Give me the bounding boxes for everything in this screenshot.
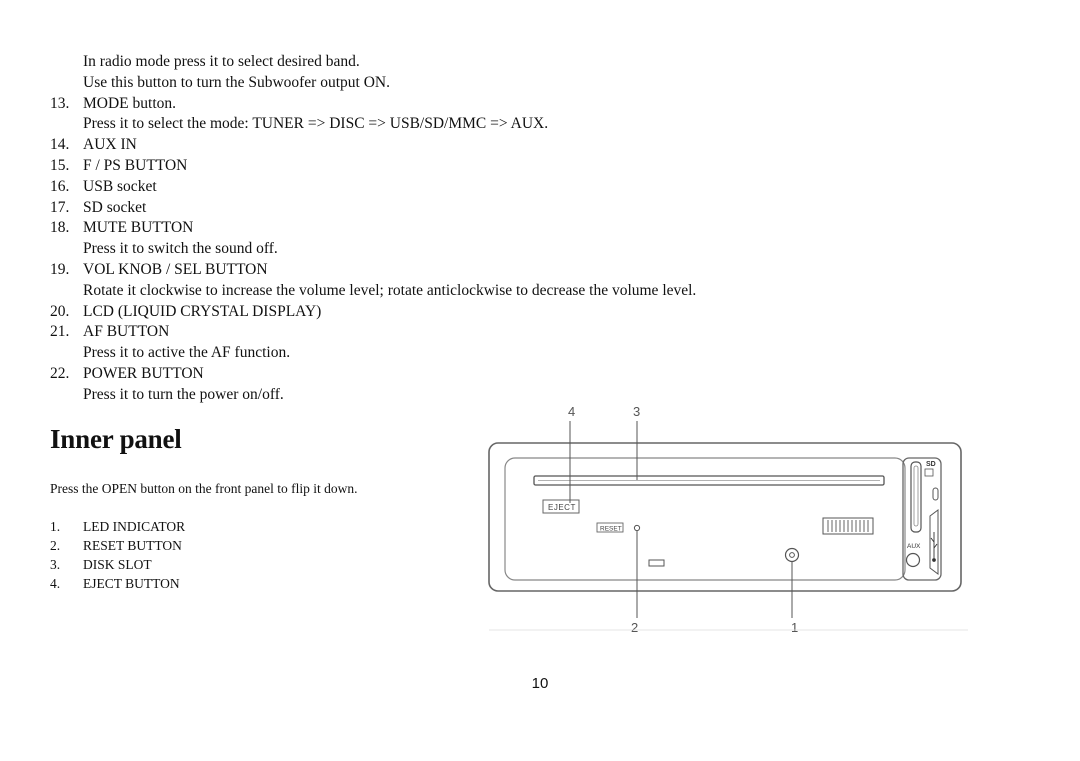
list-item	[50, 198, 850, 219]
item-text: Rotate it clockwise to increase the volume level; rotate anticlockwise to decrease the volume level.	[83, 281, 697, 299]
item-number: 4.	[50, 576, 61, 591]
list-item	[50, 343, 850, 364]
item-number: 17.	[50, 198, 70, 216]
item-text: Press it to turn the power on/off.	[83, 385, 284, 403]
item-text: In radio mode press it to select desired band.	[83, 53, 360, 70]
item-text: VOL KNOB / SEL BUTTON	[83, 260, 268, 278]
item-number: 22.	[50, 364, 70, 382]
section-heading: Inner panel	[50, 424, 182, 454]
item-number	[50, 385, 83, 406]
item-number: 15.	[50, 156, 70, 174]
led-indicator-center	[790, 553, 795, 558]
item-number	[50, 239, 83, 260]
callout-3-label: 3	[633, 404, 641, 419]
item-number	[50, 343, 83, 364]
callout-2-label: 2	[631, 620, 639, 635]
item-number: 20.	[50, 302, 70, 320]
item-text: Press it to select the mode: TUNER => DISC => USB/SD/MMC => AUX.	[83, 115, 549, 133]
item-number: 19.	[50, 260, 70, 278]
item-text: LED INDICATOR	[83, 519, 186, 534]
list-item	[50, 322, 850, 343]
item-text: RESET BUTTON	[83, 538, 182, 553]
item-text: POWER BUTTON	[83, 364, 204, 382]
item-text: AF BUTTON	[83, 323, 170, 341]
list-item	[50, 364, 850, 385]
list-item	[50, 536, 185, 555]
item-number: 13.	[50, 94, 70, 112]
list-item	[50, 52, 850, 73]
inner-panel-parts-list	[50, 517, 185, 593]
item-number	[50, 281, 83, 302]
item-number: 1.	[50, 519, 61, 534]
item-number: 18.	[50, 219, 70, 237]
panel-small-slot	[649, 560, 664, 566]
sd-socket-inner	[914, 466, 918, 526]
reset-label: RESET	[600, 525, 622, 533]
item-text: MODE button.	[83, 94, 176, 112]
eject-button-label: EJECT	[548, 503, 576, 512]
item-number: 14.	[50, 136, 70, 154]
list-item	[50, 302, 850, 323]
inner-panel-diagram	[480, 396, 980, 646]
list-item	[50, 574, 185, 593]
list-item	[50, 555, 185, 574]
sd-socket[interactable]	[911, 462, 921, 532]
sd-symbol-icon	[925, 469, 933, 476]
item-number: 21.	[50, 323, 70, 341]
list-item	[50, 177, 850, 198]
inner-panel-svg	[480, 396, 980, 646]
item-text: Press it to active the AF function.	[83, 344, 291, 362]
panel-outline	[489, 443, 961, 591]
item-number: 16.	[50, 177, 70, 195]
list-item	[50, 135, 850, 156]
item-text: F / PS BUTTON	[83, 156, 188, 174]
list-item	[50, 94, 850, 115]
item-number	[50, 73, 83, 94]
list-item	[50, 156, 850, 177]
callout-4-label: 4	[568, 404, 576, 419]
list-item	[50, 73, 850, 94]
item-text: AUX IN	[83, 136, 137, 154]
usb-icon	[931, 532, 937, 561]
item-text: EJECT BUTTON	[83, 576, 180, 591]
item-text: MUTE BUTTON	[83, 219, 194, 237]
page-number: 10	[531, 675, 549, 692]
item-text: Press it to switch the sound off.	[83, 240, 278, 258]
list-item	[50, 218, 850, 239]
item-number	[50, 114, 83, 135]
item-number	[50, 52, 83, 73]
aux-in-jack[interactable]	[907, 554, 920, 567]
button-description-list	[50, 52, 850, 406]
callout-1-label: 1	[791, 620, 799, 635]
item-text: USB socket	[83, 177, 157, 195]
item-number: 3.	[50, 557, 61, 572]
list-item	[50, 239, 850, 260]
item-number: 2.	[50, 538, 61, 553]
item-text: LCD (LIQUID CRYSTAL DISPLAY)	[83, 302, 322, 320]
item-text: Use this button to turn the Subwoofer output ON.	[83, 73, 390, 91]
list-item	[50, 114, 850, 135]
sd-label: SD	[926, 461, 936, 468]
reset-button[interactable]	[634, 525, 639, 530]
list-item	[50, 260, 850, 281]
section-intro: Press the OPEN button on the front panel to flip it down.	[50, 481, 358, 496]
indicator-slot	[933, 488, 938, 500]
item-text: SD socket	[83, 198, 147, 216]
list-item	[50, 281, 850, 302]
list-item	[50, 517, 185, 536]
aux-label: AUX	[907, 543, 921, 550]
item-text: DISK SLOT	[83, 557, 152, 572]
